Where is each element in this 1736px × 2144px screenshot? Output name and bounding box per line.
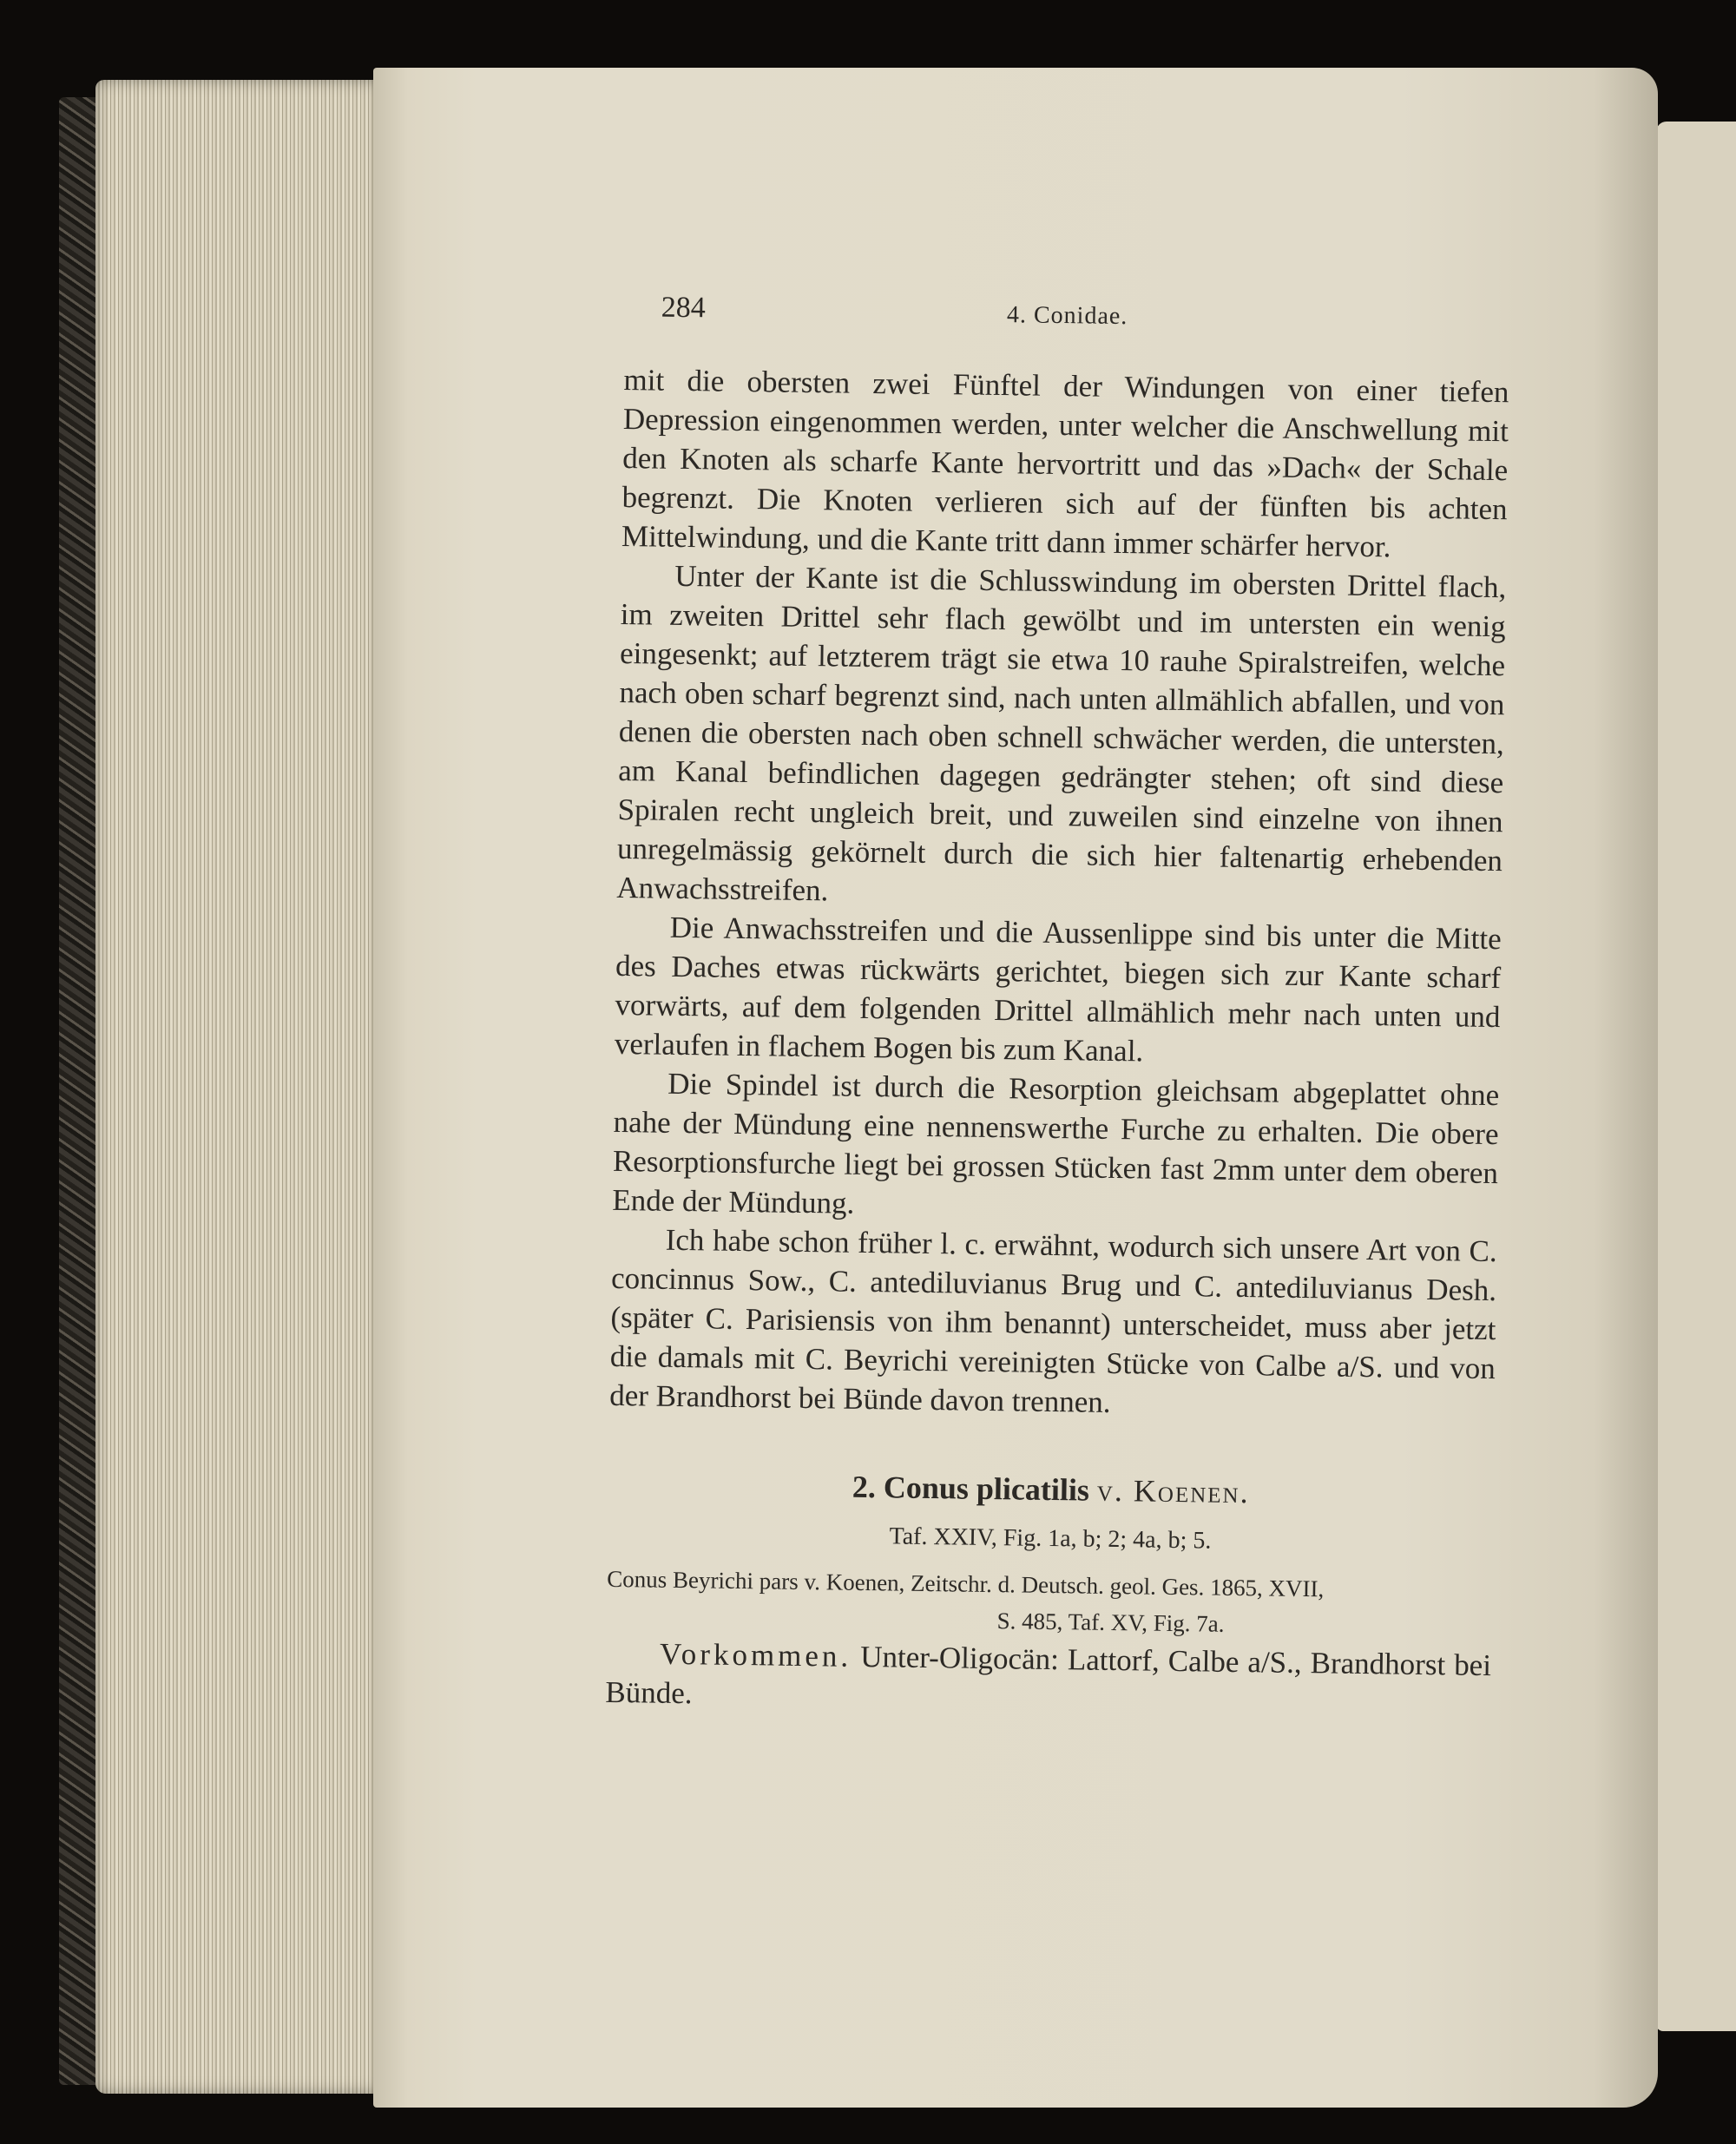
- paragraph-1: mit die obersten zwei Fünftel der Windungen von einer tiefen Depression eingenommen werden, unter welcher die Anschwellung mit den Knoten als scharfe Kante hervortritt und das »Dach« der Schale begrenzt. Die Knoten verlieren sich auf der fünften bis achten Mittelwindung, und die Kante tritt dann immer schärfer hervor.: [621, 362, 1509, 564]
- occurrence-label: Vorkommen.: [659, 1636, 852, 1674]
- facing-page-edge: [1656, 122, 1736, 2031]
- page-edges: [95, 80, 382, 2094]
- synonymy: [606, 1561, 1492, 1646]
- occurrence-text: Unter-Oligocän: Lattorf, Calbe a/S., Brandhorst bei Bünde.: [605, 1639, 1492, 1711]
- paragraph-3: Die Anwachsstreifen und die Aussenlippe sind bis unter die Mitte des Daches etwas rückwärts gerichtet, biegen sich zur Kante scharf vorwärts, auf dem folgenden Drittel allmählich mehr nach unten und verlaufen in flachem Bogen bis zum Kanal.: [614, 910, 1502, 1069]
- paragraph-2: Unter der Kante ist die Schlusswindung im obersten Drittel flach, im zweiten Drittel sehr flach gewölbt und im untersten ein wenig eingesenkt; auf letzterem trägt sie etwa 10 rauhe Spiralstreifen, welche nach oben scharf begrenzt sind, nach unten allmählich abfallen, und von denen die obersten nach oben schnell schwächer werden, die untersten, am Kanal befindlichen dagegen gedrängter stehen; oft sind diese Spiralen recht ungleich breit, und zuweilen sind einzelne von ihnen unregelmässig gekörnelt durch die sich hier faltenartig erhebenden Anwachsstreifen.: [616, 558, 1507, 908]
- page-header: [624, 291, 1510, 355]
- plate-reference: Taf. XXIV, Fig. 1a, b; 2; 4a, b; 5.: [889, 1523, 1212, 1555]
- occurrence: [605, 1634, 1491, 1724]
- synonymy-line-2: S. 485, Taf. XV, Fig. 7a.: [996, 1608, 1225, 1637]
- paragraph-5: Ich habe schon früher l. c. erwähnt, wodurch sich unsere Art von C. concinnus Sow., C. antediluvianus Brug und C. antediluvianus Desh. (später C. Parisiensis von ihm benannt) unterscheidet, muss aber jetzt die damals mit C. Beyrichi vereinigten Stücke von Calbe a/S. und von der Brandhorst bei Bünde davon trennen.: [608, 1222, 1497, 1419]
- species-name: Conus plicatilis: [883, 1470, 1090, 1508]
- synonymy-line-1: Conus Beyrichi pars v. Koenen, Zeitschr. d. Deutsch. geol. Ges. 1865, XVII,: [607, 1565, 1325, 1602]
- page-number: 284: [661, 291, 706, 325]
- species-title: [608, 1465, 1494, 1514]
- running-head: 4. Conidae.: [1006, 301, 1128, 331]
- species-number: 2.: [852, 1469, 877, 1505]
- paragraph-4: Die Spindel ist durch die Resorption gleichsam abgeplattet ohne nahe der Mündung eine nennenswerthe Furche zu erhalten. Die obere Resorptionsfurche liegt bei grossen Stücken fast 2mm unter dem oberen Ende der Mündung.: [612, 1066, 1500, 1220]
- page-content: [605, 291, 1510, 1724]
- species-author: v. Koenen.: [1096, 1472, 1250, 1510]
